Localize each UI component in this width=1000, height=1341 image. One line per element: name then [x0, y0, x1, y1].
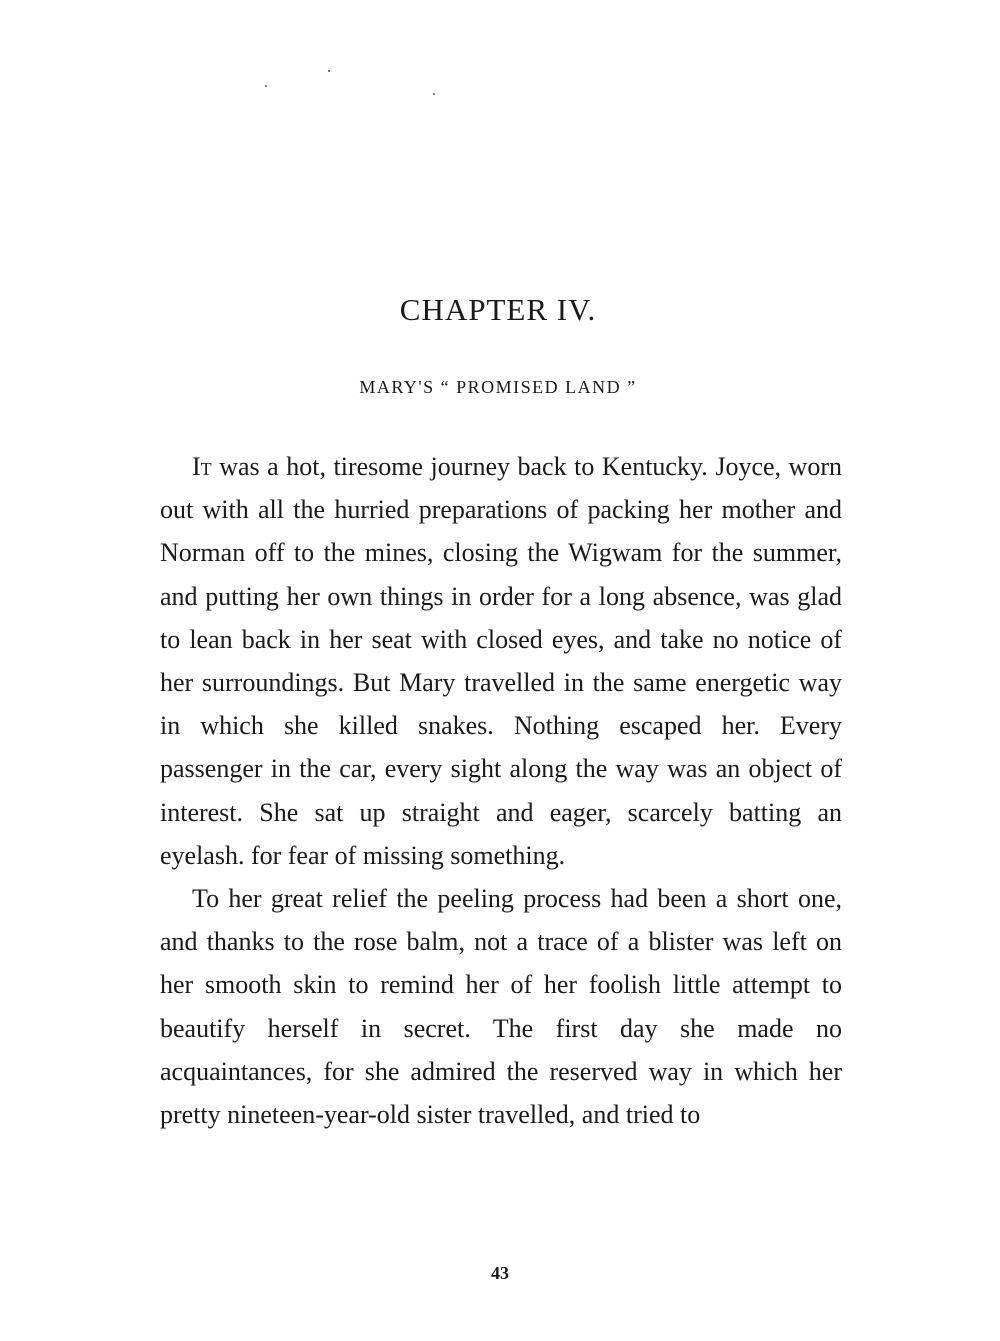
- page-number: 43: [491, 1263, 509, 1283]
- print-speck: [433, 93, 435, 95]
- paragraph: [160, 445, 842, 877]
- print-speck: [265, 85, 267, 87]
- paragraph-lead-word: It: [192, 452, 212, 481]
- print-speck: [328, 70, 330, 72]
- chapter-body: [160, 445, 842, 1136]
- chapter-subtitle: MARY'S “ PROMISED LAND ”: [359, 377, 637, 397]
- paragraph-text: was a hot, tiresome journey back to Kentucky. Joyce, worn out with all the hurried preparations of packing her mother and Norman off to the mines, closing the Wigwam for the summer, and putting her own things in order for a long absence, was glad to lean back in her seat with closed eyes, and take no notice of her surroundings. But Mary travelled in the same energetic way in which she killed snakes. Nothing escaped her. Every passenger in the car, every sight along the way was an object of interest. She sat up straight and eager, scarcely batting an eyelash. for fear of missing something.: [160, 452, 842, 870]
- paragraph-text: To her great relief the peeling process had been a short one, and thanks to the rose balm, not a trace of a blister was left on her smooth skin to remind her of her foolish little attempt to beautify herself in secret. The first day she made no acquaintances, for she admired the reserved way in which her pretty nineteen-year-old sister travelled, and tried to: [160, 884, 842, 1130]
- chapter-title: CHAPTER IV.: [399, 292, 597, 327]
- paragraph: [160, 877, 842, 1136]
